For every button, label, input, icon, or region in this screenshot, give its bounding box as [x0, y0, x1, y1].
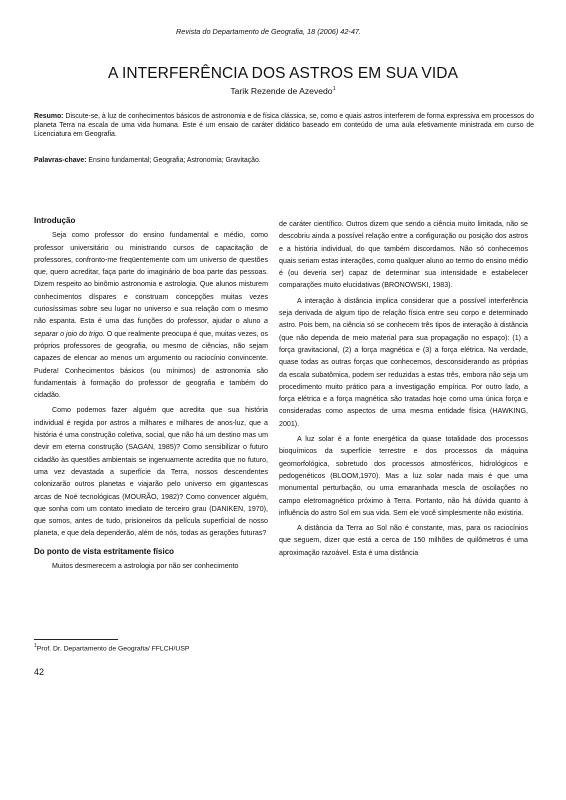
article-title: A INTERFERÊNCIA DOS ASTROS EM SUA VIDA — [107, 65, 459, 82]
paragraph-text: . O que realmente preocupa é que, muitas vezes, os próprios professores de geografia, ou mesmo de ciências, não sejam capazes de elencar ao menos um argumento ou raciocínio convincente. Pudera! Conhecimentos básicos (ou mínimos) de astronomia são fundamentais à formação do professor de geografia e também do cidadão. — [34, 329, 269, 400]
section-heading-introduction: Introdução — [34, 216, 76, 225]
abstract-label: Resumo: — [34, 113, 64, 120]
keywords — [34, 157, 534, 164]
footnote-text: Prof. Dr. Departamento de Geografia/ FFLCH/USP — [36, 645, 190, 653]
paragraph: A interação à distância implica considerar que a possível interferência seja derivada de algum tipo de relação física entre seu corpo e determinado astro. Pois bem, na ciência só se conhecem três tipos de interação à distância (que não dependa de meio material para sua propagação no espaço): (1) a força gravitacional, (2) a força magnética e (3) a força elétrica. Na verdade, quase todas as outras forças que conhecemos, desconsiderando as próprias da escala subatômica, podem ser reduzidas a estas três, embora não seja um procedimento muito prático para a investigação empírica. Por outro lado, a força elétrica e a força magnética são tratadas hoje como uma única força e consideradas como aspectos de uma mesma entidade física (HAWKING, 2001). — [279, 296, 528, 428]
footnote — [34, 643, 189, 652]
footnote-mark: 1 — [34, 643, 37, 649]
paragraph-text: Seja como professor do ensino fundamental e médio, como professor universitário ou ministrando cursos de capacitação de professores, confronto-me freqüentemente com um universo de questões que, quero acreditar, faça parte do imaginário de boa parte das pessoas. Dizem respeito ao binômio astronomia e astrologia. Que alunos misturem conhecimentos díspares e construam concepções muitas vezes curiosíssimas sobre seu lugar no universo e sua relação com o mesmo não espanta. Esta é uma das funções do professor, ajudar o aluno — [34, 231, 268, 326]
paragraph: A luz solar é a fonte energética da quase totalidade dos processos bioquímicos da superfície terrestre e dos processos da máquina geomorfológica, sobretudo dos processos atmosféricos, hidrológicos e pedogenéticos (BLOOM,1970). Mas a luz solar nada mais é que uma monumental perturbação, ou uma emaranhada mescla de oscilações no campo eletromagnético próximo à Terra. Portanto, não há dúvida quanto à influência do astro Sol em sua vida. Sem ele você simplesmente não existiria. — [279, 435, 528, 517]
abstract — [34, 112, 534, 140]
paragraph: Como podemos fazer alguém que acredita que sua história individual é regida por astros a milhares e milhares de anos-luz, que a história é uma construção coletiva, social, que não há um destino mas um devir em eterna construção (SAGAN, 1985)? Como sensibilizar o futuro cidadão às questões ambientais se ingenuamente acredita que no futuro, uma vez devastada a superfície da Terra, nossos descendentes colonizarão outros planetas e viajarão pelo universo em gigantescas arcas de Noé tecnológicas (MOURÃO, 1982)? Como convencer alguém, que sonha com um contato imediato de terceiro grau (DANIKEN, 1970), que somos, antes de tudo, prisioneiros da película superficial de nosso planeta, e que dela dependerão, além de nós, todas as gerações futuras? — [34, 406, 268, 538]
abstract-text: Discute-se, à luz de conhecimentos básicos de astronomia e de física clássica, se, como e quais astros interferem de forma expressiva em processos do planeta Terra na escala de uma vida humana. Este é um ensaio de caráter didático baseado em conteúdo de uma aula efetivamente ministrada em curso de Licenciatura em Geografia. — [34, 113, 535, 139]
keywords-label: Palavras-chave: — [34, 157, 87, 164]
article-author — [0, 86, 566, 96]
section-heading-physics: Do ponto de vista estritamente físico — [34, 546, 175, 556]
page-number: 42 — [34, 667, 45, 677]
paragraph: de caráter científico. Outros dizem que sendo a ciência muito limitada, não se descobriu ainda a possível relação entre a configuração ou posição dos astros e a história individual, do que também discordamos. Não só conhecemos quais seriam estas interações, como qualquer aluno ao termo do ensino médio é (ou deveria ser) capaz de determinar sua intensidade e estabelecer comparações muito elucidativas (BRONOWSKI, 1983). — [279, 220, 528, 290]
emphasis-text: a separar o joio do trigo — [34, 317, 268, 338]
paragraph: A distância da Terra ao Sol não é constante, mas, para os raciocínios que seguem, dizer que está a cerca de 150 milhões de quilômetros é uma aproximação razoável. Esta é uma distância — [279, 524, 528, 557]
author-footnote-mark: 1 — [332, 86, 336, 93]
footnote-divider — [34, 639, 118, 640]
keywords-text: Ensino fundamental; Geografia; Astronomia; Gravitação. — [88, 157, 261, 164]
paragraph: Muitos desmerecem a astrologia por não ser conhecimento — [52, 562, 239, 571]
author-name: Tarik Rezende de Azevedo — [230, 86, 333, 96]
paragraph — [34, 229, 268, 401]
left-column — [34, 218, 268, 575]
right-column — [279, 218, 528, 562]
journal-citation: Revista do Departamento de Geografia, 18 (2006) 42-47. — [176, 27, 361, 36]
